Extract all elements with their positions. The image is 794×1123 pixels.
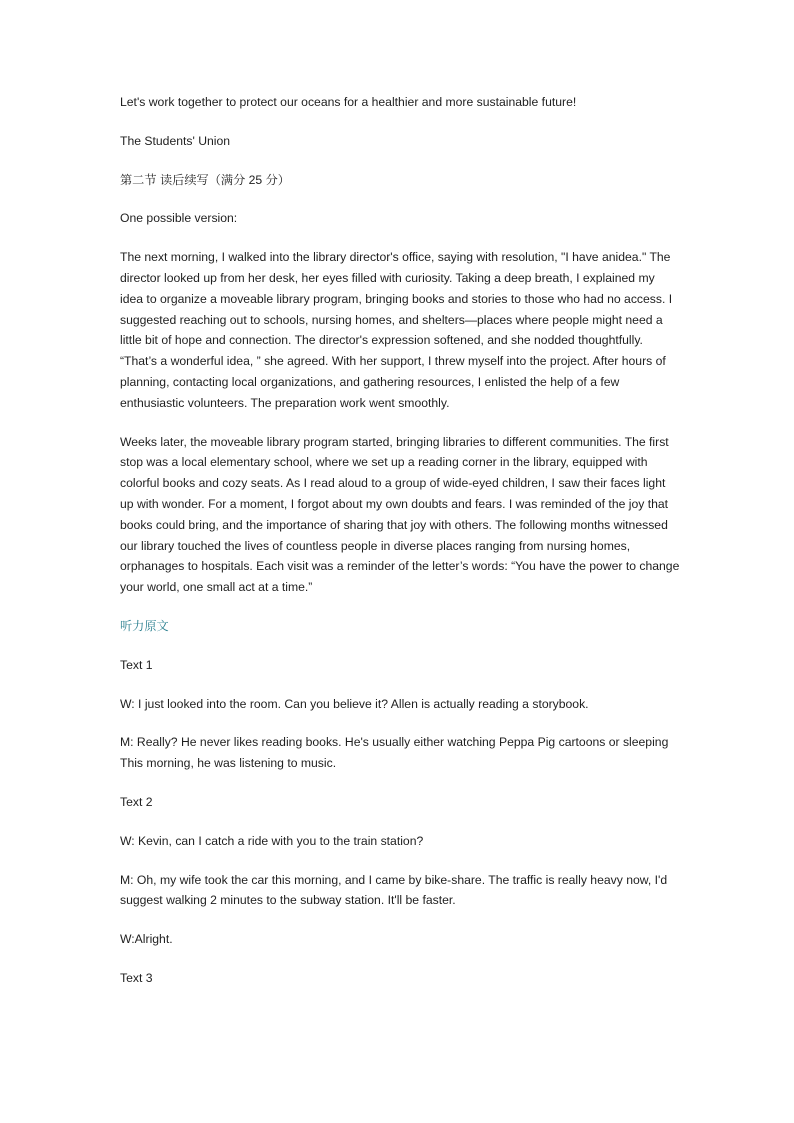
listening-heading: 听力原文 bbox=[120, 618, 169, 633]
essay-paragraph-2: Weeks later, the moveable library program started, bringing libraries to different communities. The first stop was a local elementary school, where we set up a reading corner in the library, equipped with colorful books and cozy seats. As I read aloud to a group of wide-eyed children, I saw their faces light up with wonder. For a moment, I forgot about my own doubts and fears. I was reminded of the joy that books could bring, and the importance of sharing that joy with others. The following months witnessed our library touched the lives of countless people in diverse places ranging from nursing homes, orphanages to hospitals. Each visit was a reminder of the letter’s words: “You have the power to change your world, one small act at a time.” bbox=[120, 434, 680, 595]
dialogue-line: W:Alright. bbox=[120, 932, 173, 947]
dialogue-line: M: Really? He never likes reading books. He's usually either watching Peppa Pig cartoons or sleeping This morning, he was listening to music. bbox=[120, 735, 669, 771]
dialogue-line: W: Kevin, can I catch a ride with you to the train station? bbox=[120, 833, 424, 848]
text-label-1: Text 1 bbox=[120, 657, 153, 672]
section-heading: 第二节 读后续写（满分 25 分） bbox=[120, 172, 290, 187]
signature-line: The Students' Union bbox=[120, 133, 231, 148]
document-page bbox=[120, 92, 680, 1007]
version-label: One possible version: bbox=[120, 211, 238, 226]
text-label-3: Text 3 bbox=[120, 970, 153, 985]
text-label-2: Text 2 bbox=[120, 794, 153, 809]
essay-paragraph-1: The next morning, I walked into the library director's office, saying with resolution, "I have anidea." The director looked up from her desk, her eyes filled with curiosity. Taking a deep breath, I explained my idea to organize a moveable library program, bringing books and stories to those who had no access. I suggested reaching out to schools, nursing homes, and shelters—places where people might need a little bit of hope and connection. The director's expression softened, and she nodded thoughtfully. “That’s a wonderful idea, ” she agreed. With her support, I threw myself into the project. After hours of planning, contacting local organizations, and gathering resources, I enlisted the help of a few enthusiastic volunteers. The preparation work went smoothly. bbox=[120, 250, 673, 410]
closing-line: Let's work together to protect our oceans for a healthier and more sustainable future! bbox=[120, 95, 577, 109]
dialogue-line: W: I just looked into the room. Can you believe it? Allen is actually reading a storybook. bbox=[120, 696, 589, 711]
dialogue-line: M: Oh, my wife took the car this morning, and I came by bike-share. The traffic is really heavy now, I'd suggest walking 2 minutes to the subway station. It'll be faster. bbox=[120, 872, 668, 908]
